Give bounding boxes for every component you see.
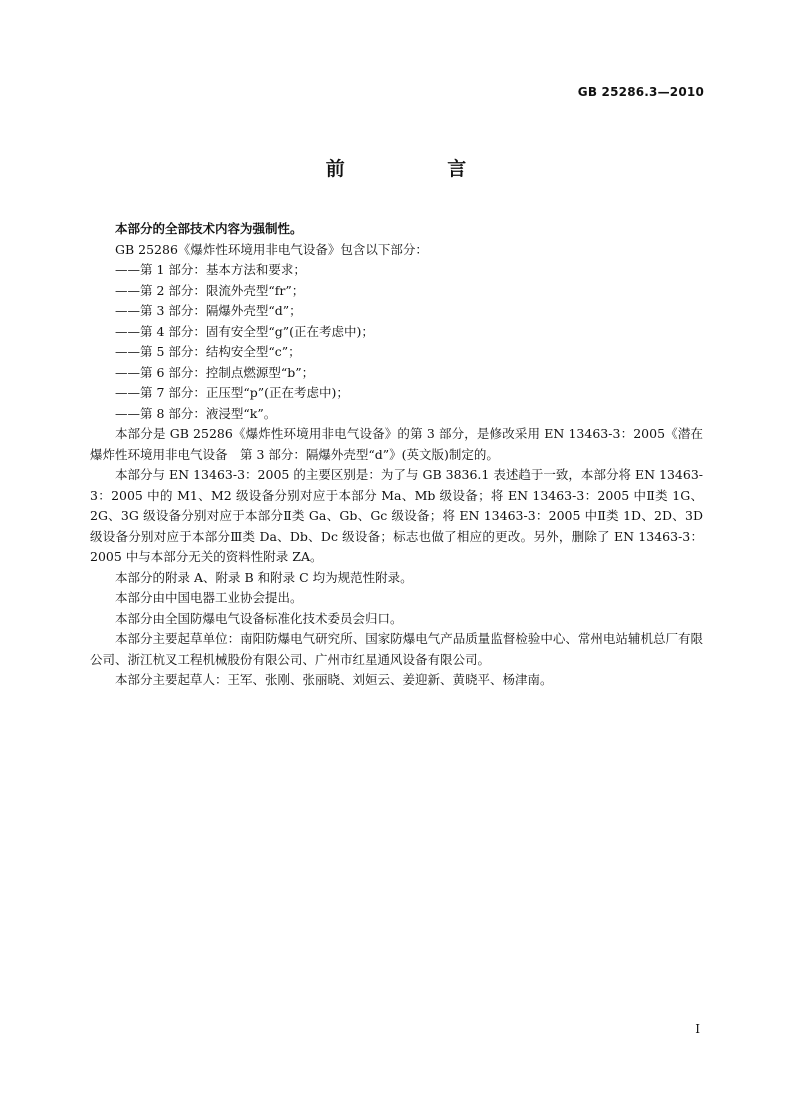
part-list-item: ——第 6 部分：控制点燃源型“b”； bbox=[115, 364, 315, 380]
part-list-item: ——第 4 部分：固有安全型“g”(正在考虑中)； bbox=[115, 323, 374, 339]
part-list-item: ——第 7 部分：正压型“p”(正在考虑中)； bbox=[115, 385, 349, 400]
part-list-item: ——第 2 部分：限流外壳型“fr”； bbox=[115, 282, 305, 298]
series-intro: GB 25286《爆炸性环境用非电气设备》包含以下部分： bbox=[115, 241, 428, 257]
foreword-body bbox=[90, 219, 703, 691]
adoption-paragraph: 本部分是 GB 25286《爆炸性环境用非电气设备》的第 3 部分，是修改采用 EN 13463-3：2005《潜在爆炸性环境用非电气设备 第 3 部分：隔爆外壳型“d”》(英文版)制定的。 bbox=[90, 426, 703, 462]
standard-number: GB 25286.3—2010 bbox=[577, 85, 704, 99]
mandatory-statement: 本部分的全部技术内容为强制性。 bbox=[115, 221, 303, 236]
drafting-units-paragraph: 本部分主要起草单位：南阳防爆电气研究所、国家防爆电气产品质量监督检验中心、常州电站辅机总厂有限公司、浙江杭叉工程机械股份有限公司、广州市红星通风设备有限公司。 bbox=[90, 631, 703, 667]
page-title: 前 言 bbox=[325, 158, 515, 180]
differences-paragraph: 本部分与 EN 13463-3：2005 的主要区别是：为了与 GB 3836.1 表述趋于一致，本部分将 EN 13463-3：2005 中的 M1、M2 级设备分别对应于本部分 Ma、Mb 级设备；将 EN 13463-3：2005 中Ⅱ类 1G、2G、3G 级设备分别对应于本部分Ⅱ类 Ga、Gb、Gc 级设备；将 EN 13463-3：2005 中Ⅱ类 1D、2D、3D 级设备分别对应于本部分Ⅲ类 Da、Db、Dc 级设备；标志也做了相应的更改。另外，删除了 EN 13463-3：2005 中与本部分无关的资料性附录 ZA。 bbox=[90, 467, 703, 564]
part-list-item: ——第 5 部分：结构安全型“c”； bbox=[115, 344, 301, 359]
part-list-item: ——第 1 部分：基本方法和要求； bbox=[115, 262, 306, 277]
committee-paragraph: 本部分由全国防爆电气设备标准化技术委员会归口。 bbox=[115, 610, 403, 626]
page-number: I bbox=[695, 1022, 700, 1036]
part-list-item: ——第 3 部分：隔爆外壳型“d”； bbox=[115, 303, 302, 318]
drafters-paragraph: 本部分主要起草人：王军、张刚、张丽晓、刘姮云、姜迎新、黄晓平、杨津南。 bbox=[115, 672, 553, 687]
annex-paragraph: 本部分的附录 A、附录 B 和附录 C 均为规范性附录。 bbox=[115, 569, 413, 585]
part-list-item: ——第 8 部分：液浸型“k”。 bbox=[115, 405, 277, 421]
proposer-paragraph: 本部分由中国电器工业协会提出。 bbox=[115, 590, 303, 605]
